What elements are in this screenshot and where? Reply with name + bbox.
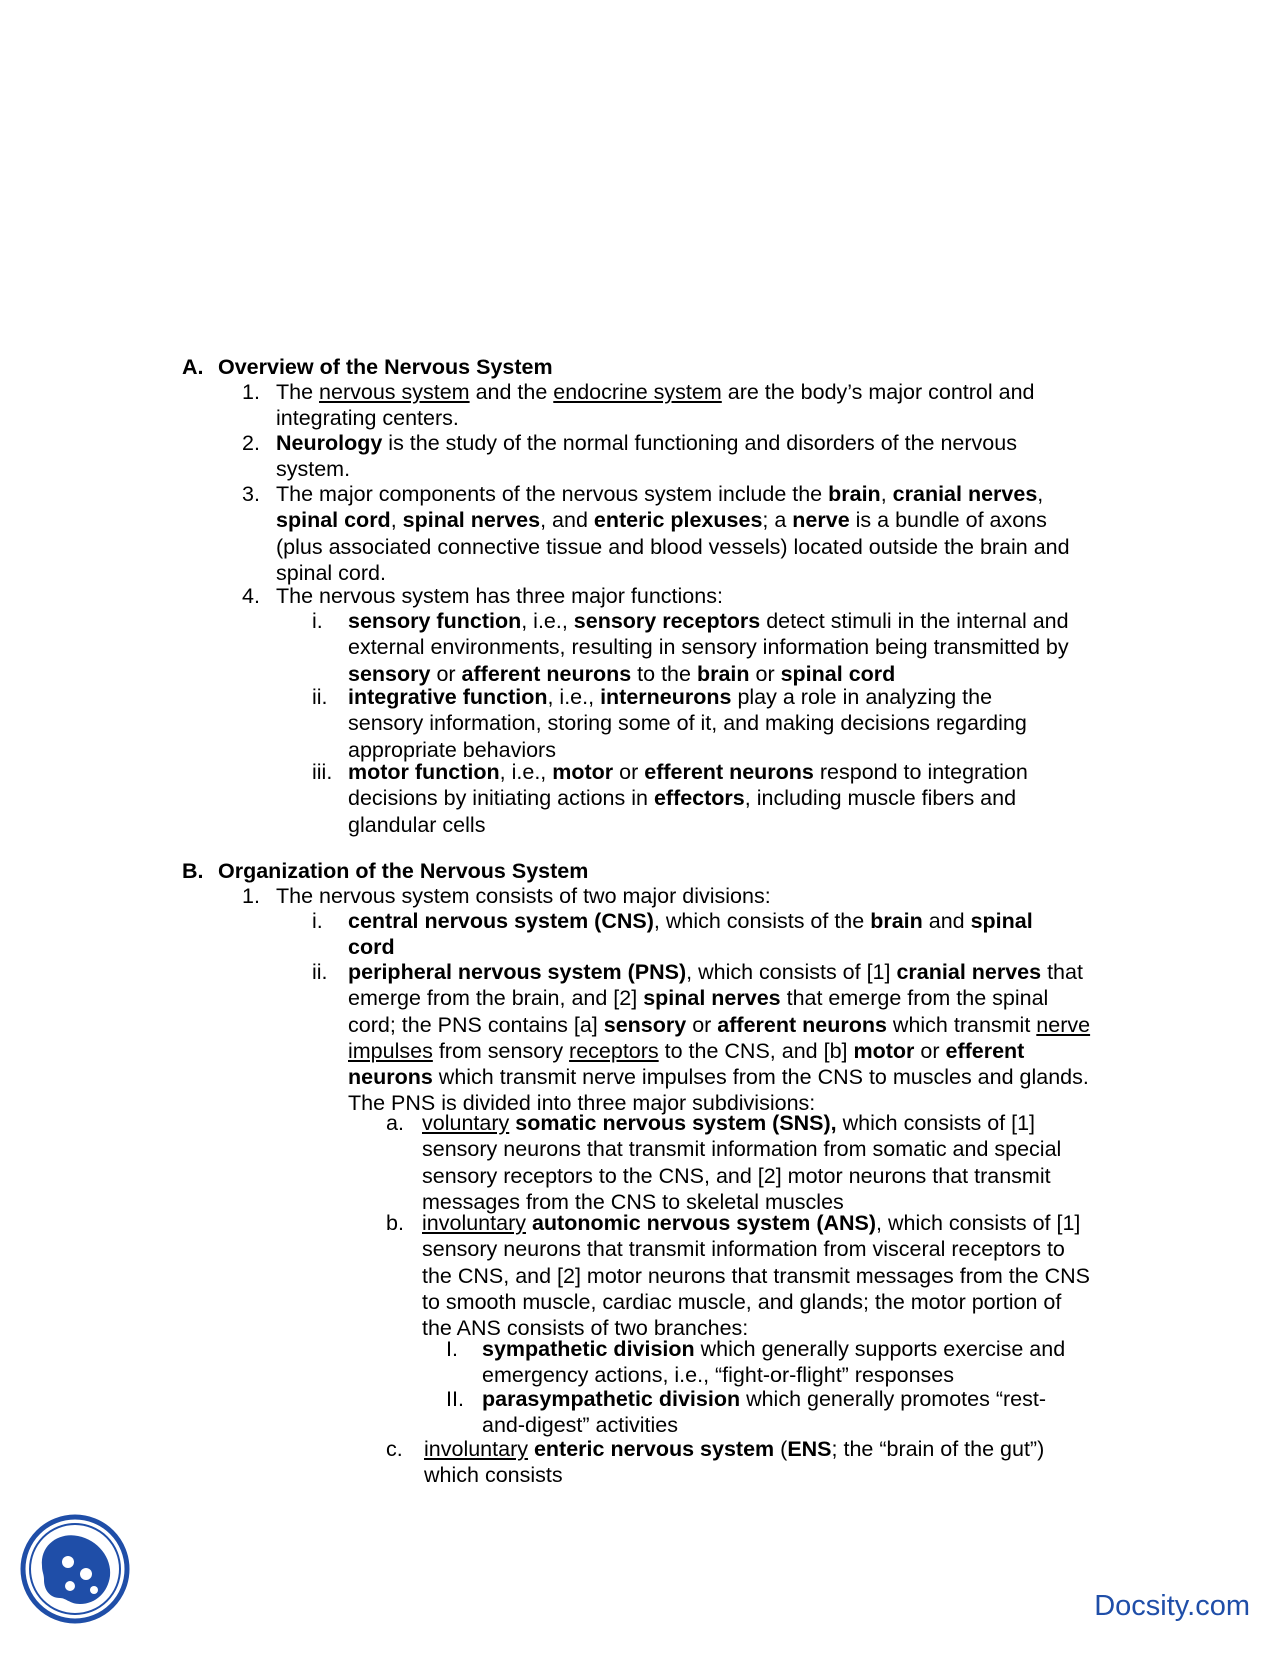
a-item4-sub3-number: iii. xyxy=(312,760,333,784)
a-item2-number: 2. xyxy=(242,431,260,455)
b-sub2-b-I-text: sympathetic division which generally supports exercise and emergency actions, i.e., “fight-or-flight” responses xyxy=(482,1337,1066,1388)
a-item4-sub3-text: motor function, i.e., motor or efferent neurons respond to integration decisions by initiating actions in effectors, including muscle fibers and glandular cells xyxy=(348,760,1028,837)
b-sub2-b-I-marker: I. xyxy=(446,1337,458,1361)
b-sub2-b-text: involuntary autonomic nervous system (ANS), which consists of [1] sensory neurons that transmit information from visceral receptors to the CNS, and [2] motor neurons that transmit messages from the CNS to smooth muscle, cardiac muscle, and glands; the motor portion of the ANS consists of two branches: xyxy=(422,1211,1090,1341)
b-item1-sub2-number: ii. xyxy=(312,960,328,984)
section-b-title: Organization of the Nervous System xyxy=(218,859,589,883)
b-sub2-c-text: involuntary enteric nervous system (ENS; the “brain of the gut”) which consists xyxy=(424,1437,1045,1488)
a-item4-text: The nervous system has three major functions: xyxy=(276,584,723,608)
b-item1-sub1-text: central nervous system (CNS), which consists of the brain and spinal cord xyxy=(348,909,1033,960)
b-sub2-a-text: voluntary somatic nervous system (SNS), which consists of [1] sensory neurons that transmit information from somatic and special sensory receptors to the CNS, and [2] motor neurons that transmit messages from the CNS to skeletal muscles xyxy=(422,1111,1062,1214)
b-item1-sub2-text: peripheral nervous system (PNS), which consists of [1] cranial nerves that emerge from the brain, and [2] spinal nerves that emerge from the spinal cord; the PNS contains [a] sensory or afferent neurons which transmit nerve impulses from sensory receptors to the CNS, and [b] motor or efferent neurons which transmit nerve impulses from the CNS to muscles and glands. The PNS is divided into three major subdivisions: xyxy=(348,960,1091,1116)
b-item1-text: The nervous system consists of two major divisions: xyxy=(276,884,771,908)
b-sub2-c-marker: c. xyxy=(386,1437,403,1461)
b-sub2-b-marker: b. xyxy=(386,1211,404,1235)
a-item3-number: 3. xyxy=(242,482,260,506)
a-item2-text: Neurology is the study of the normal functioning and disorders of the nervous system. xyxy=(276,431,1017,482)
a-item4-sub1-text: sensory function, i.e., sensory receptors detect stimuli in the internal and external environments, resulting in sensory information being transmitted by sensory or afferent neurons to the brain or spinal cord xyxy=(348,609,1069,686)
a-item4-sub1-number: i. xyxy=(312,609,323,633)
b-sub2-a-marker: a. xyxy=(386,1111,404,1135)
a-item4-sub2-number: ii. xyxy=(312,685,328,709)
section-b-marker: B. xyxy=(182,859,204,883)
section-a-marker: A. xyxy=(182,355,204,379)
docsity-logo-icon[interactable] xyxy=(20,1514,130,1624)
a-item4-sub2-text: integrative function, i.e., interneurons play a role in analyzing the sensory information, storing some of it, and making decisions regarding appropriate behaviors xyxy=(348,685,1027,762)
b-item1-number: 1. xyxy=(242,884,260,908)
b-item1-sub1-number: i. xyxy=(312,909,323,933)
section-a-title: Overview of the Nervous System xyxy=(218,355,553,379)
a-item1-text: The nervous system and the endocrine system are the body’s major control and integrating centers. xyxy=(276,380,1035,431)
a-item1-number: 1. xyxy=(242,380,260,404)
b-sub2-b-II-marker: II. xyxy=(446,1387,464,1411)
docsity-brand-link[interactable]: Docsity.com xyxy=(1094,1590,1250,1622)
a-item4-number: 4. xyxy=(242,584,260,608)
b-sub2-b-II-text: parasympathetic division which generally promotes “rest-and-digest” activities xyxy=(482,1387,1046,1438)
a-item3-text: The major components of the nervous system include the brain, cranial nerves, spinal cord, spinal nerves, and enteric plexuses; a nerve is a bundle of axons (plus associated connective tissue and blood vessels) located outside the brain and spinal cord. xyxy=(276,482,1070,585)
